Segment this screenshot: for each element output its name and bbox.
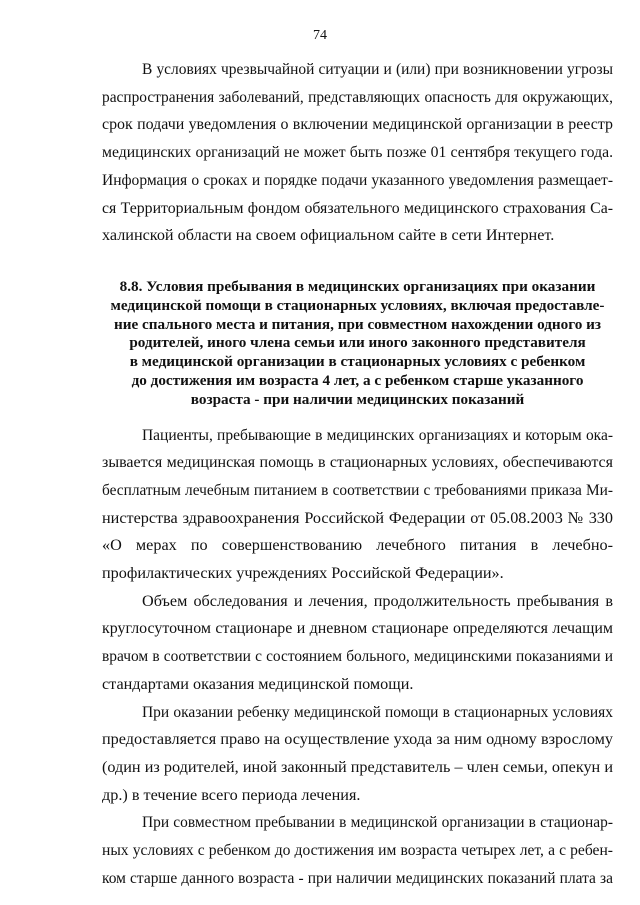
heading-line: медицинской помощи в стационарных условиях, включая предоставле- (110, 296, 605, 314)
heading-line: возраста - при наличии медицинских показаний (190, 390, 525, 408)
text-line: нистерства здравоохранения Российской Федерации от 05.08.2003 № 330 (102, 508, 613, 527)
text-line: бесплатным лечебным питанием в соответствии с требованиями приказа Ми- (102, 481, 613, 499)
text-line: зывается медицинская помощь в стационарных условиях, обеспечиваются (102, 454, 613, 472)
document-body (102, 56, 613, 892)
text-line: При оказании ребенку медицинской помощи в стационарных условиях (142, 703, 613, 721)
text-line: (один из родителей, иной законный представитель – член семьи, опекун и (102, 757, 613, 776)
text-line: ком старше данного возраста - при наличии медицинских показаний плата за (102, 869, 613, 887)
text-line: круглосуточном стационаре и дневном стационаре определяются лечащим (102, 620, 613, 638)
text-line: ных условиях с ребенком до достижения им возраста четырех лет, а с ребен- (102, 842, 613, 860)
text-line: «О мерах по совершенствованию лечебного питания в лечебно- (102, 536, 613, 555)
paragraph-examination-scope (102, 588, 613, 699)
text-line: Информация о сроках и порядке подачи указанного уведомления размещает- (102, 171, 613, 189)
text-line: медицинских организаций не может быть позже 01 сентября текущего года. (102, 144, 613, 162)
heading-line: ние спального места и питания, при совместном нахождении одного из (113, 315, 602, 333)
text-line: распространения заболеваний, представляющих опасность для окружающих, (102, 88, 613, 106)
section-heading-8-8 (102, 278, 613, 410)
text-line: стандартами оказания медицинской помощи. (102, 674, 414, 693)
text-line: При совместном пребывании в медицинской организации в стационар- (142, 814, 613, 832)
text-line: профилактических учреждениях Российской Федерации». (102, 564, 504, 583)
text-line: Объем обследования и лечения, продолжительность пребывания в (142, 591, 613, 610)
text-line: ся Территориальным фондом обязательного медицинского страхования Са- (102, 199, 613, 217)
text-line: др.) в течение всего периода лечения. (102, 785, 361, 804)
paragraph-child-care-right (102, 699, 613, 810)
text-line: предоставляется право на осуществление ухода за ним одному взрослому (102, 730, 613, 749)
heading-line: родителей, иного члена семьи или иного законного представителя (129, 334, 586, 352)
text-line: В условиях чрезвычайной ситуации и (или) при возникновении угрозы (142, 61, 613, 78)
paragraph-therapeutic-nutrition (102, 422, 613, 588)
paragraph-joint-stay (102, 809, 613, 892)
page-number: 74 (313, 28, 327, 43)
heading-line: 8.8. Условия пребывания в медицинских организациях при оказании (119, 277, 596, 295)
heading-line: до достижения им возраста 4 лет, а с ребенком старше указанного (131, 371, 584, 389)
paragraph-emergency-notification (102, 56, 613, 250)
heading-line: в медицинской организации в стационарных условиях с ребенком (129, 353, 586, 371)
text-line: врачом в соответствии с состоянием больного, медицинскими показаниями и (102, 648, 613, 666)
text-line: Пациенты, пребывающие в медицинских организациях и которым ока- (142, 426, 613, 444)
text-line: срок подачи уведомления о включении медицинской организации в реестр (102, 116, 613, 134)
text-line: халинской области на своем официальном сайте в сети Интернет. (102, 226, 555, 245)
